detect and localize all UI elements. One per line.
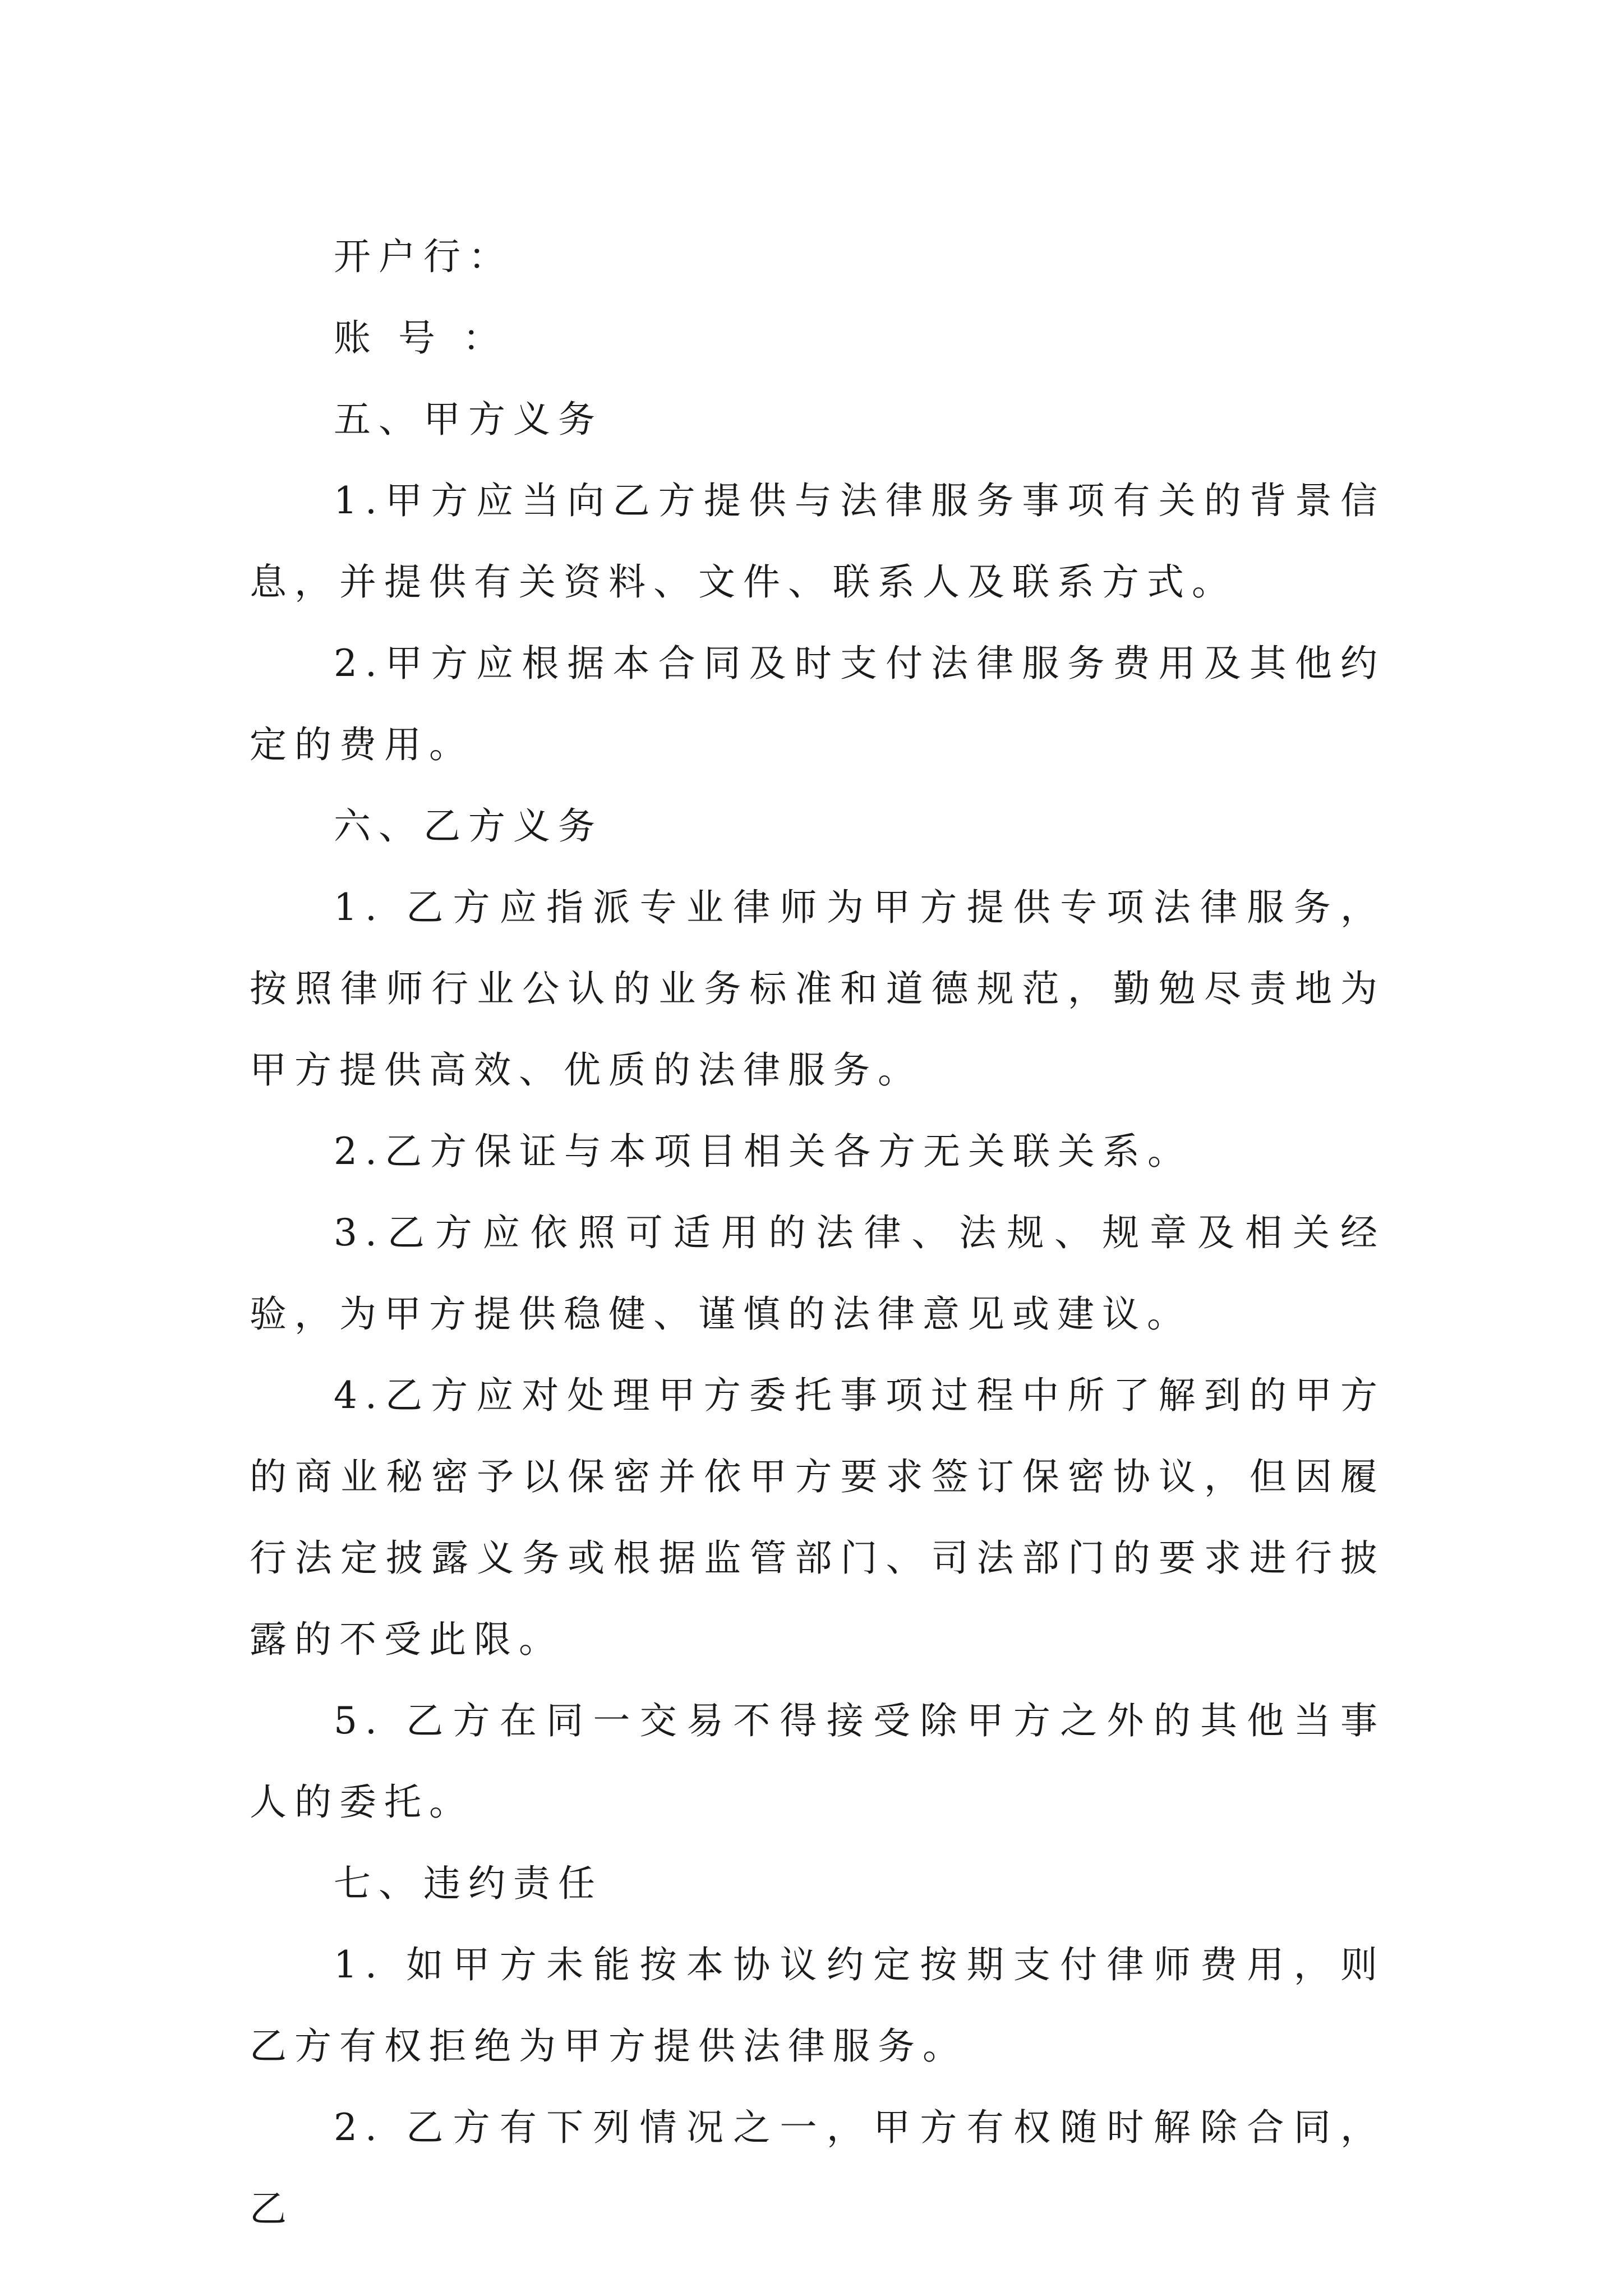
clause-paragraph: 1. 乙方应指派专业律师为甲方提供专项法律服务，按照律师行业公认的业务标准和道德规范，勤勉尽责地为甲方提供高效、优质的法律服务。	[250, 886, 1385, 1092]
document-body	[250, 216, 1385, 2249]
clause-paragraph: 1. 如甲方未能按本协议约定按期支付律师费用，则乙方有权拒绝为甲方提供法律服务。	[250, 1943, 1385, 2068]
clause-paragraph: 1.甲方应当向乙方提供与法律服务事项有关的背景信息，并提供有关资料、文件、联系人及联系方式。	[250, 479, 1385, 604]
clause-paragraph: 2.乙方保证与本项目相关各方无关联关系。	[334, 1130, 1192, 1173]
clause-paragraph: 2.甲方应根据本合同及时支付法律服务费用及其他约定的费用。	[250, 642, 1385, 766]
section-heading: 七、违约责任	[334, 1862, 603, 1905]
bank-line: 开户行：	[334, 235, 513, 278]
clause-paragraph: 2. 乙方有下列情况之一，甲方有权随时解除合同，乙	[250, 2106, 1385, 2230]
clause-paragraph: 5. 乙方在同一交易不得接受除甲方之外的其他当事人的委托。	[250, 1699, 1385, 1824]
clause-paragraph: 3.乙方应依照可适用的法律、法规、规章及相关经验，为甲方提供稳健、谨慎的法律意见或建议。	[250, 1211, 1385, 1336]
clause-paragraph: 4.乙方应对处理甲方委托事项过程中所了解到的甲方的商业秘密予以保密并依甲方要求签订保密协议，但因履行法定披露义务或根据监管部门、司法部门的要求进行披露的不受此限。	[250, 1374, 1385, 1661]
section-heading: 五、甲方义务	[334, 398, 603, 441]
section-heading: 六、乙方义务	[334, 804, 603, 848]
account-line: 账 号 ：	[334, 316, 508, 360]
